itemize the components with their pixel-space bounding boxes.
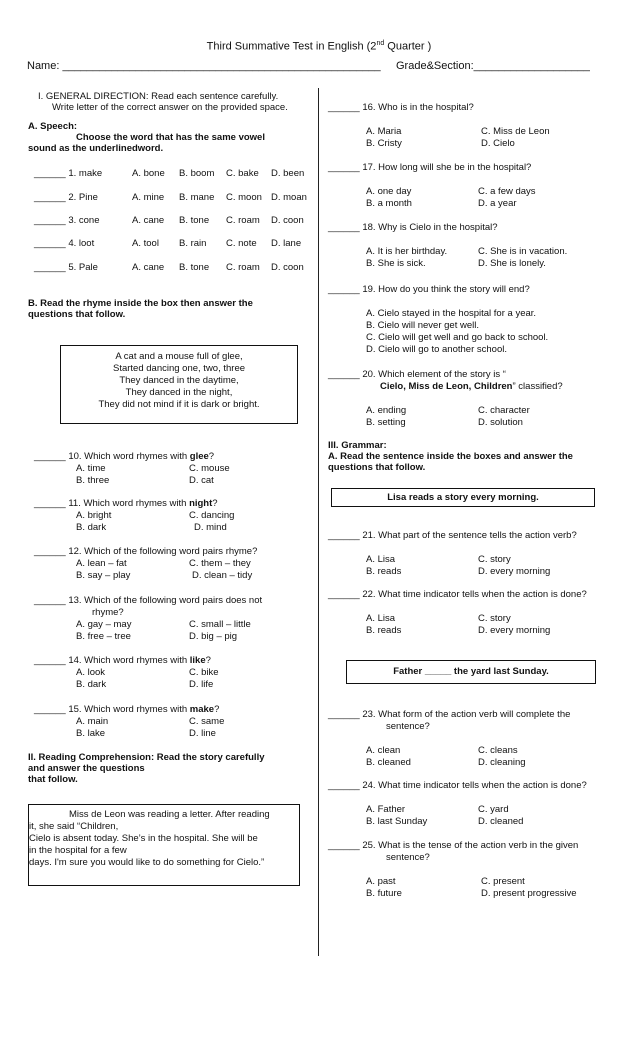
story-box bbox=[28, 804, 300, 886]
story-line: days. I'm sure you would like to do something for Cielo.” bbox=[29, 857, 265, 868]
general-direction: I. GENERAL DIRECTION: Read each sentence carefully. Write letter of the correct answer on the provided space. bbox=[38, 91, 288, 113]
rhyme-section-heading: B. Read the rhyme inside the box then answer the questions that follow. bbox=[28, 298, 253, 320]
rhyme-line: They did not mind if it is dark or bright. bbox=[98, 399, 260, 410]
grammar-heading: III. Grammar: A. Read the sentence inside the boxes and answer the questions that follow. bbox=[328, 440, 573, 473]
story-line: Miss de Leon was reading a letter. After reading bbox=[69, 809, 270, 820]
question-15: ______ 15. Which word rhymes with make? A. main C. same B. lake D. line bbox=[34, 704, 225, 739]
story-line: in the hospital for a few bbox=[29, 845, 127, 856]
reading-comprehension-heading: II. Reading Comprehension: Read the story carefully and answer the questions that follow. bbox=[28, 752, 265, 785]
grammar-box-1: Lisa reads a story every morning. bbox=[331, 488, 595, 507]
question-18: ______ 18. Why is Cielo in the hospital? A. It is her birthday. C. She is in vacation. B. She is sick. D. She is lonely. bbox=[328, 222, 568, 269]
story-line: Cielo is absent today. She’s in the hospital. She will be bbox=[29, 833, 258, 844]
question-22: ______ 22. What time indicator tells when the action is done? A. Lisa C. story B. reads D. every morning bbox=[328, 589, 587, 636]
question-14: ______ 14. Which word rhymes with like? A. look C. bike B. dark D. life bbox=[34, 655, 219, 690]
question-24: ______ 24. What time indicator tells when the action is done? A. Father C. yard B. last Sunday D. cleaned bbox=[328, 780, 587, 827]
question-16: ______ 16. Who is in the hospital? A. Maria C. Miss de Leon B. Cristy D. Cielo bbox=[328, 102, 550, 149]
speech-items: ______ 1. make A. bone B. boom C. bake D. been ______ 2. Pine A. mine B. mane C. moon D. moan ______ 3. cone A. cane B. tone C. roam D. coon ______ 4. loot A. tool B. rain C. note D. lane ______ 5. Pale A. cane B. tone C. roam D. coon bbox=[34, 168, 307, 273]
rhyme-line: They danced in the night, bbox=[125, 387, 233, 398]
speech-heading: A. Speech: bbox=[28, 121, 78, 132]
test-title: Third Summative Test in English (2nd Quarter ) bbox=[206, 40, 432, 53]
grammar-box-2: Father _____ the yard last Sunday. bbox=[346, 660, 596, 684]
column-divider bbox=[318, 88, 319, 956]
story-line: it, she said “Children, bbox=[29, 821, 119, 832]
question-17: ______ 17. How long will she be in the hospital? A. one day C. a few days B. a month D. a year bbox=[328, 162, 536, 209]
question-21: ______ 21. What part of the sentence tells the action verb? A. Lisa C. story B. reads D. every morning bbox=[328, 530, 577, 577]
question-13: ______ 13. Which of the following word pairs does not rhyme? A. gay – may C. small – little B. free – tree D. big – pig bbox=[34, 595, 263, 642]
question-10: ______ 10. Which word rhymes with glee? A. time C. mouse B. three D. cat bbox=[34, 451, 230, 486]
question-23: ______ 23. What form of the action verb will complete the sentence? A. clean C. cleans B. cleaned D. cleaning bbox=[328, 709, 571, 768]
rhyme-line: A cat and a mouse full of glee, bbox=[115, 351, 243, 362]
question-12: ______ 12. Which of the following word pairs rhyme? A. lean – fat C. them – they B. say – play D. clean – tidy bbox=[34, 546, 258, 581]
question-20: ______ 20. Which element of the story is “ Cielo, Miss de Leon, Children” classified? A. ending C. character B. setting D. solution bbox=[328, 369, 563, 428]
question-25: ______ 25. What is the tense of the action verb in the given sentence? A. past C. present B. future D. present progressive bbox=[328, 840, 579, 899]
question-11: ______ 11. Which word rhymes with night? A. bright C. dancing B. dark D. mind bbox=[34, 498, 235, 533]
question-19: ______ 19. How do you think the story will end? A. Cielo stayed in the hospital for a year. B. Cielo will never get well. C. Cielo will get well and go back to school. D. Cielo will go to another school. bbox=[328, 284, 549, 355]
rhyme-box bbox=[60, 345, 298, 424]
name-field[interactable]: Name: ____________________________________________________ bbox=[27, 60, 381, 72]
rhyme-line: Started dancing one, two, three bbox=[112, 363, 246, 374]
grade-section-field[interactable]: Grade&Section:___________________ bbox=[396, 60, 590, 72]
rhyme-line: They danced in the daytime, bbox=[119, 375, 239, 386]
speech-section: A. Speech: Choose the word that has the same vowel sound as the underlinedword. bbox=[28, 121, 310, 154]
